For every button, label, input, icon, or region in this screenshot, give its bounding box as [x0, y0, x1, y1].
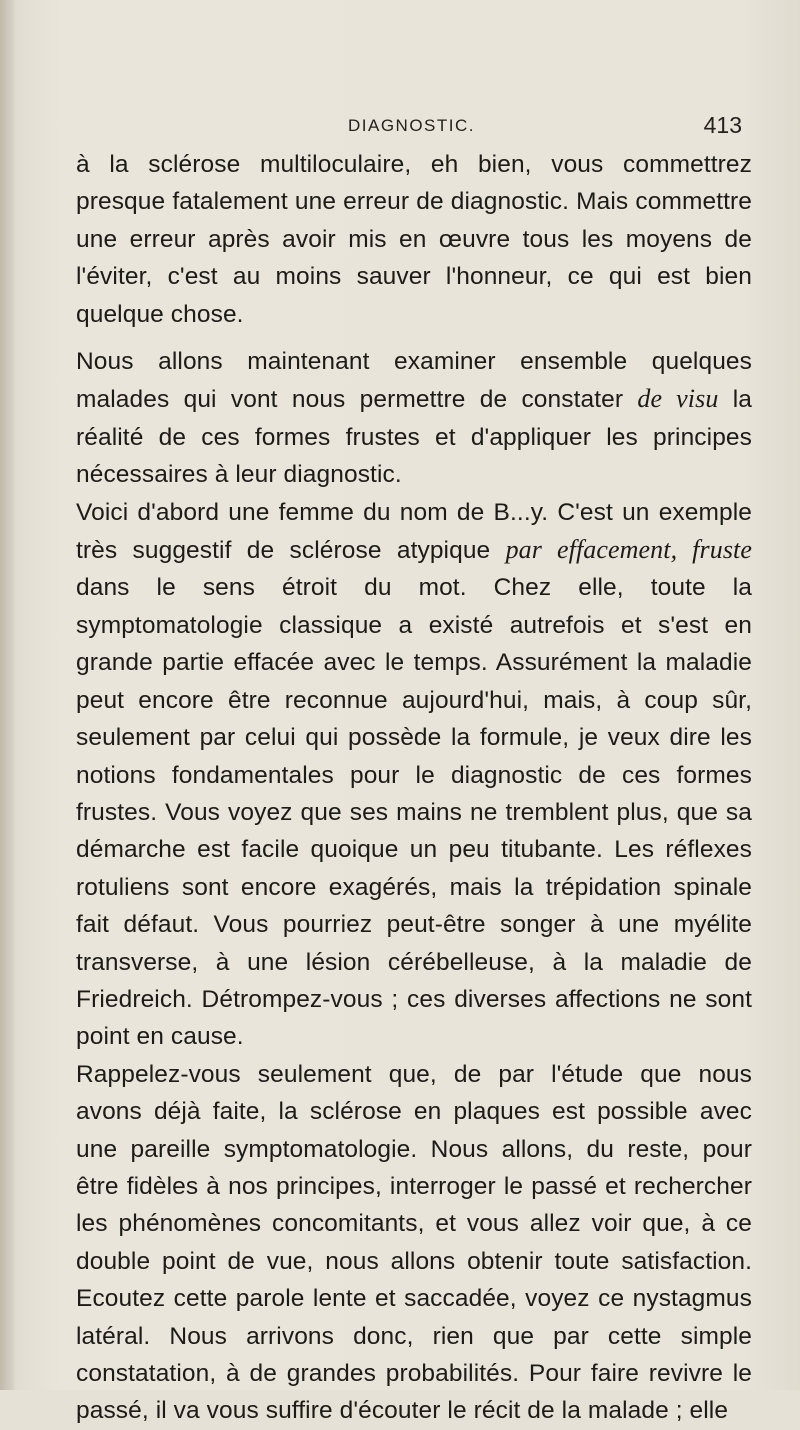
- chapter-title: DIAGNOSTIC.: [348, 116, 476, 135]
- paragraph: [76, 1056, 752, 1430]
- italic-text-segment: par effacement, fruste: [505, 535, 752, 565]
- paragraph: [76, 494, 752, 1056]
- text-segment: Nous allons maintenant examiner ensemble quelques malades qui vont nous permettre de constater: [76, 348, 752, 414]
- italic-text-segment: de visu: [637, 384, 719, 414]
- page-number: 413: [703, 112, 742, 138]
- text-segment: Voici d'abord une femme du nom de B...y. C'est un exemple très suggestif de sclérose atypique: [76, 498, 752, 565]
- text-segment: dans le sens étroit du mot. Chez elle, toute la symptomatologie classique a existé autrefois et s'est en grande partie effacée avec le temps. Assurément la maladie peut encore être reconnue aujourd'hui, mais, à coup sûr, seulement par celui qui possède la formule, je veux dire les notions fondamentales pour le diagnostic de ces formes frustes. Vous voyez que ses mains ne tremblent plus, que sa démarche est facile quoique un peu titubante. Les réflexes rotuliens sont encore exagérés, mais la trépidation spinale fait défaut. Vous pourriez peut-être songer à une myélite transverse, à une lésion cérébelleuse, à la maladie de Friedreich. Détrompez-vous ; ces diverses affections ne sont point en cause.: [76, 574, 752, 1051]
- text-segment: la réalité de ces formes frustes et d'appliquer les principes nécessaires à leur diagnostic.: [76, 386, 752, 489]
- page-edge-shadow: [0, 0, 14, 1390]
- paragraph: [76, 343, 752, 494]
- body-text: [76, 146, 752, 1430]
- text-segment: à la sclérose multiloculaire, eh bien, vous commettrez presque fatalement une erreur de diagnostic. Mais commettre une erreur après avoir mis en œuvre tous les moyens de l'éviter, c'est au moins sauver l'honneur, ce qui est bien quelque chose.: [76, 151, 752, 328]
- paragraph: [76, 146, 752, 333]
- running-head: [76, 112, 746, 146]
- text-segment: Rappelez-vous seulement que, de par l'étude que nous avons déjà faite, la sclérose en plaques est possible avec une pareille symptomatologie. Nous allons, du reste, pour être fidèles à nos principes, interroger le passé et rechercher les phénomènes concomitants, et vous allez voir que, à ce double point de vue, nous allons obtenir toute satisfaction. Ecoutez cette parole lente et saccadée, voyez ce nystagmus latéral. Nous arrivons donc, rien que par cette simple constatation, à de grandes probabilités. Pour faire revivre le passé, il va vous suffire d'écouter le récit de la malade ; elle: [76, 1060, 752, 1425]
